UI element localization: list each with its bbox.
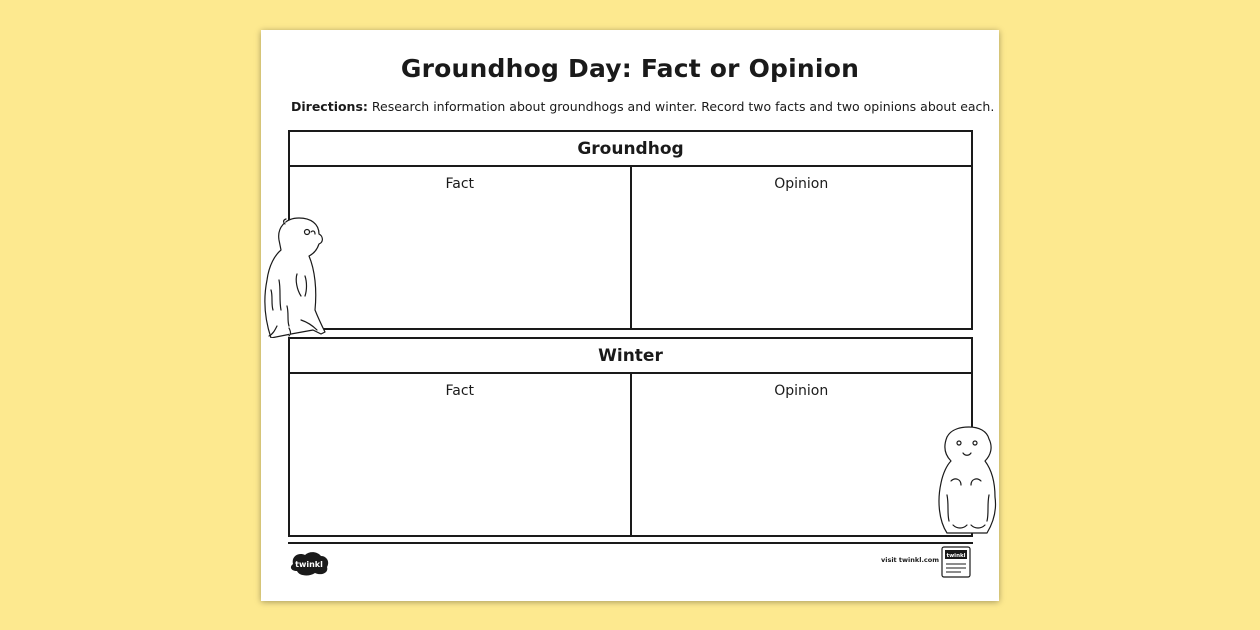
logo-text: twinkl xyxy=(295,560,323,569)
winter-opinion-cell[interactable] xyxy=(630,374,972,535)
directions-label: Directions: xyxy=(291,99,368,114)
worksheet-page xyxy=(261,30,999,601)
table-heading-groundhog: Groundhog xyxy=(290,132,971,167)
directions-text: Research information about groundhogs and winter. Record two facts and two opinions about each. xyxy=(367,99,995,114)
quality-badge-icon xyxy=(941,546,971,578)
column-label-fact: Fact xyxy=(445,383,475,399)
column-label-opinion: Opinion xyxy=(774,383,829,399)
table-heading-winter: Winter xyxy=(290,339,971,374)
worksheet-title: Groundhog Day: Fact or Opinion xyxy=(400,54,860,83)
groundhog-opinion-cell[interactable] xyxy=(630,167,972,328)
badge-text: twinkl xyxy=(946,553,966,559)
footer-divider xyxy=(288,542,973,544)
winter-table xyxy=(288,337,973,537)
groundhog-illustration xyxy=(933,425,1003,535)
groundhog-table xyxy=(288,130,973,330)
groundhog-illustration xyxy=(261,210,333,338)
directions xyxy=(291,99,995,114)
winter-fact-cell[interactable] xyxy=(290,374,630,535)
column-label-fact: Fact xyxy=(445,176,475,192)
groundhog-fact-cell[interactable] xyxy=(290,167,630,328)
visit-link[interactable]: visit twinkl.com xyxy=(881,556,940,564)
column-label-opinion: Opinion xyxy=(774,176,829,192)
twinkl-logo[interactable] xyxy=(287,550,331,576)
